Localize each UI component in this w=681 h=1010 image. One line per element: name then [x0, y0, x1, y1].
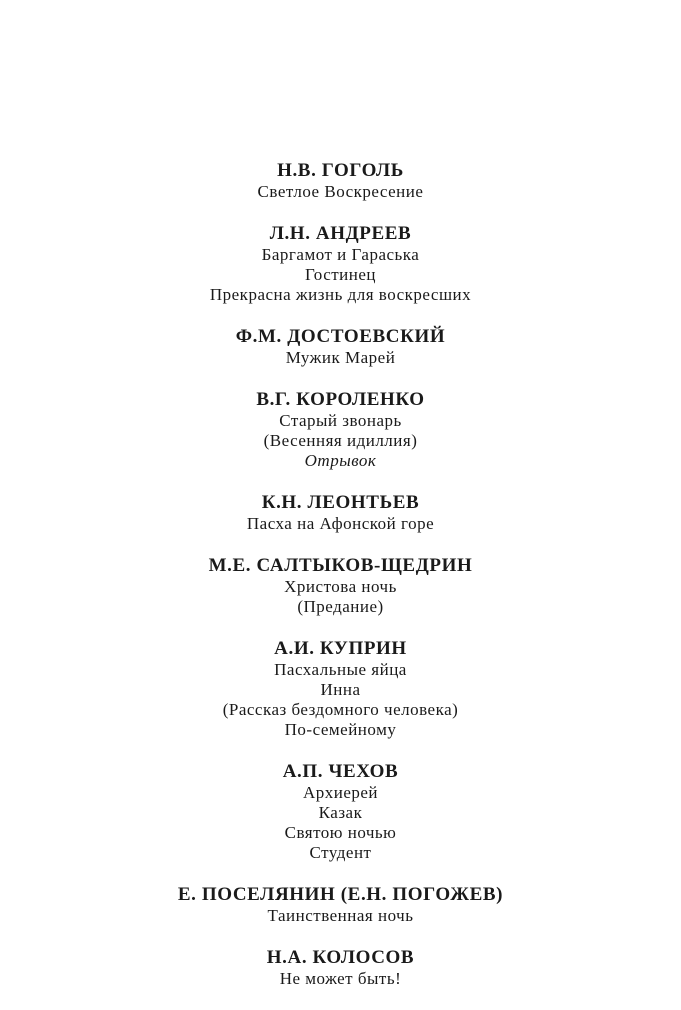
author-name: К.Н. ЛЕОНТЬЕВ	[261, 492, 420, 513]
work-title: (Предание)	[297, 597, 384, 616]
work-title: Инна	[320, 680, 361, 699]
work-title: Отрывок	[304, 451, 377, 470]
author-section	[0, 555, 681, 617]
work-title: Прекрасна жизнь для воскресших	[209, 285, 472, 304]
work-title: Не может быть!	[279, 969, 402, 988]
author-section	[0, 638, 681, 740]
author-section	[0, 389, 681, 471]
work-title: По-семейному	[284, 720, 397, 739]
author-name: М.Е. САЛТЫКОВ-ЩЕДРИН	[208, 555, 473, 576]
contents-page	[0, 160, 681, 1010]
author-section	[0, 884, 681, 926]
work-title: Мужик Марей	[285, 348, 396, 367]
work-title: Святою ночью	[284, 823, 397, 842]
work-title: Христова ночь	[284, 577, 397, 596]
work-title: Таинственная ночь	[267, 906, 414, 925]
author-name: В.Г. КОРОЛЕНКО	[256, 389, 425, 410]
author-section	[0, 761, 681, 863]
author-name: А.П. ЧЕХОВ	[282, 761, 399, 782]
author-section	[0, 326, 681, 368]
work-title: Пасха на Афонской горе	[246, 514, 435, 533]
work-title: Архиерей	[302, 783, 379, 802]
work-title: (Весенняя идиллия)	[263, 431, 418, 450]
author-section	[0, 223, 681, 305]
work-title: Баргамот и Гараська	[261, 245, 420, 264]
author-name: Н.В. ГОГОЛЬ	[277, 160, 404, 181]
author-section	[0, 492, 681, 534]
author-name: Л.Н. АНДРЕЕВ	[269, 223, 412, 244]
work-title: Пасхальные яйца	[274, 660, 407, 679]
author-section	[0, 947, 681, 989]
author-name: Ф.М. ДОСТОЕВСКИЙ	[235, 326, 446, 347]
work-title: Студент	[309, 843, 372, 862]
work-title: Старый звонарь	[279, 411, 402, 430]
work-title: Казак	[318, 803, 363, 822]
author-name: Е. ПОСЕЛЯНИН (Е.Н. ПОГОЖЕВ)	[177, 884, 504, 905]
work-title: (Рассказ бездомного человека)	[222, 700, 459, 719]
author-name: Н.А. КОЛОСОВ	[266, 947, 415, 968]
work-title: Светлое Воскресение	[257, 182, 424, 201]
author-name: А.И. КУПРИН	[274, 638, 407, 659]
author-section	[0, 160, 681, 202]
work-title: Гостинец	[304, 265, 377, 284]
